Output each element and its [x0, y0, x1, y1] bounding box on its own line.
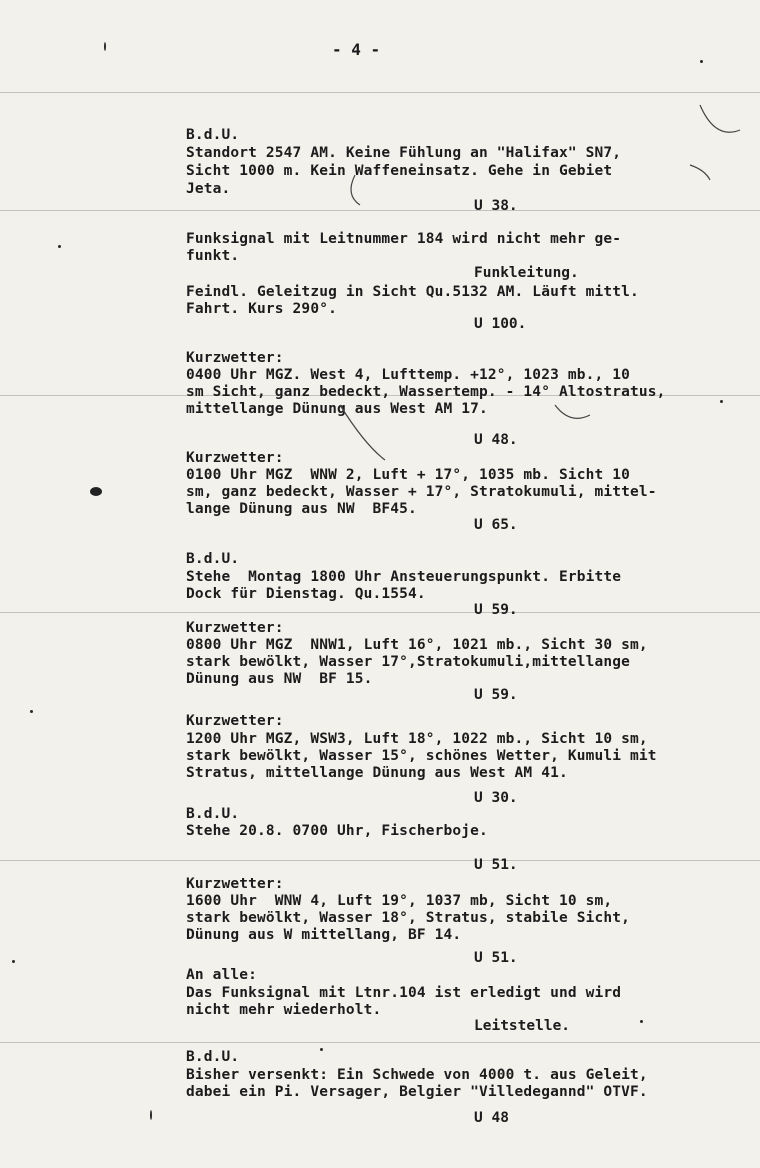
message-line: Kurzwetter:	[186, 876, 284, 892]
message-signature: U 59.	[474, 602, 518, 618]
message-line: Kurzwetter:	[186, 620, 284, 636]
message-line: Sicht 1000 m. Kein Waffeneinsatz. Gehe in Gebiet	[186, 163, 613, 179]
scan-line	[0, 612, 760, 613]
message-line: Kurzwetter:	[186, 450, 284, 466]
message-line: Dünung aus NW BF 15.	[186, 671, 373, 687]
scan-line	[0, 92, 760, 93]
message-line: B.d.U.	[186, 127, 240, 143]
message-line: 1600 Uhr WNW 4, Luft 19°, 1037 mb, Sicht 10 sm,	[186, 893, 613, 909]
message-line: Kurzwetter:	[186, 713, 284, 729]
message-line: 0100 Uhr MGZ WNW 2, Luft + 17°, 1035 mb. Sicht 10	[186, 467, 630, 483]
message-line: B.d.U.	[186, 1049, 240, 1065]
ink-blot	[90, 487, 102, 496]
scan-line	[0, 1042, 760, 1043]
scribble-mark	[690, 165, 710, 180]
message-line: funkt.	[186, 248, 240, 264]
message-signature: U 48.	[474, 432, 518, 448]
message-signature: U 30.	[474, 790, 518, 806]
speck	[30, 710, 33, 713]
message-line: stark bewölkt, Wasser 17°,Stratokumuli,mittellange	[186, 654, 630, 670]
message-line: Stehe 20.8. 0700 Uhr, Fischerboje.	[186, 823, 488, 839]
message-line: Stratus, mittellange Dünung aus West AM 41.	[186, 765, 568, 781]
message-line: B.d.U.	[186, 551, 240, 567]
speck	[640, 1020, 643, 1023]
message-line: sm, ganz bedeckt, Wasser + 17°, Stratokumuli, mittel-	[186, 484, 657, 500]
message-line: mittellange Dünung aus West AM 17.	[186, 401, 488, 417]
message-line: Dünung aus W mittellang, BF 14.	[186, 927, 462, 943]
message-line: Stehe Montag 1800 Uhr Ansteuerungspunkt. Erbitte	[186, 569, 622, 585]
speck	[104, 42, 106, 51]
scan-line	[0, 210, 760, 211]
message-line: Fahrt. Kurs 290°.	[186, 301, 337, 317]
message-signature: U 59.	[474, 687, 518, 703]
speck	[320, 1048, 323, 1051]
message-line: stark bewölkt, Wasser 15°, schönes Wetter, Kumuli mit	[186, 748, 657, 764]
message-line: Feindl. Geleitzug in Sicht Qu.5132 AM. Läuft mittl.	[186, 284, 639, 300]
page-number: - 4 -	[332, 40, 381, 59]
message-line: lange Dünung aus NW BF45.	[186, 501, 417, 517]
message-line: 0800 Uhr MGZ NNW1, Luft 16°, 1021 mb., Sicht 30 sm,	[186, 637, 648, 653]
message-signature: U 48	[474, 1110, 509, 1126]
message-signature: U 65.	[474, 517, 518, 533]
scribble-mark	[700, 105, 740, 132]
message-line: Funksignal mit Leitnummer 184 wird nicht mehr ge-	[186, 231, 622, 247]
message-line: Das Funksignal mit Ltnr.104 ist erledigt und wird	[186, 985, 622, 1001]
message-line: stark bewölkt, Wasser 18°, Stratus, stabile Sicht,	[186, 910, 630, 926]
message-line: Bisher versenkt: Ein Schwede von 4000 t. aus Geleit,	[186, 1067, 648, 1083]
message-line: An alle:	[186, 967, 258, 983]
speck	[150, 1110, 152, 1120]
message-line: 1200 Uhr MGZ, WSW3, Luft 18°, 1022 mb., Sicht 10 sm,	[186, 731, 648, 747]
message-line: dabei ein Pi. Versager, Belgier "Villedegannd" OTVF.	[186, 1084, 648, 1100]
message-line: 0400 Uhr MGZ. West 4, Lufttemp. +12°, 1023 mb., 10	[186, 367, 630, 383]
message-line: nicht mehr wiederholt.	[186, 1002, 382, 1018]
message-line: Standort 2547 AM. Keine Fühlung an "Halifax" SN7,	[186, 145, 622, 161]
speck	[12, 960, 15, 963]
message-line: B.d.U.	[186, 806, 240, 822]
message-signature: U 51.	[474, 857, 518, 873]
message-line: sm Sicht, ganz bedeckt, Wassertemp. - 14° Altostratus,	[186, 384, 666, 400]
message-signature: U 51.	[474, 950, 518, 966]
message-signature: U 38.	[474, 198, 518, 214]
speck	[720, 400, 723, 403]
message-signature: Leitstelle.	[474, 1018, 571, 1034]
message-line: Jeta.	[186, 181, 231, 197]
scribble-mark	[555, 405, 590, 418]
speck	[58, 245, 61, 248]
speck	[700, 60, 703, 63]
message-line: Dock für Dienstag. Qu.1554.	[186, 586, 426, 602]
message-signature: Funkleitung.	[474, 265, 579, 281]
message-line: Kurzwetter:	[186, 350, 284, 366]
message-signature: U 100.	[474, 316, 527, 332]
scan-line	[0, 860, 760, 861]
